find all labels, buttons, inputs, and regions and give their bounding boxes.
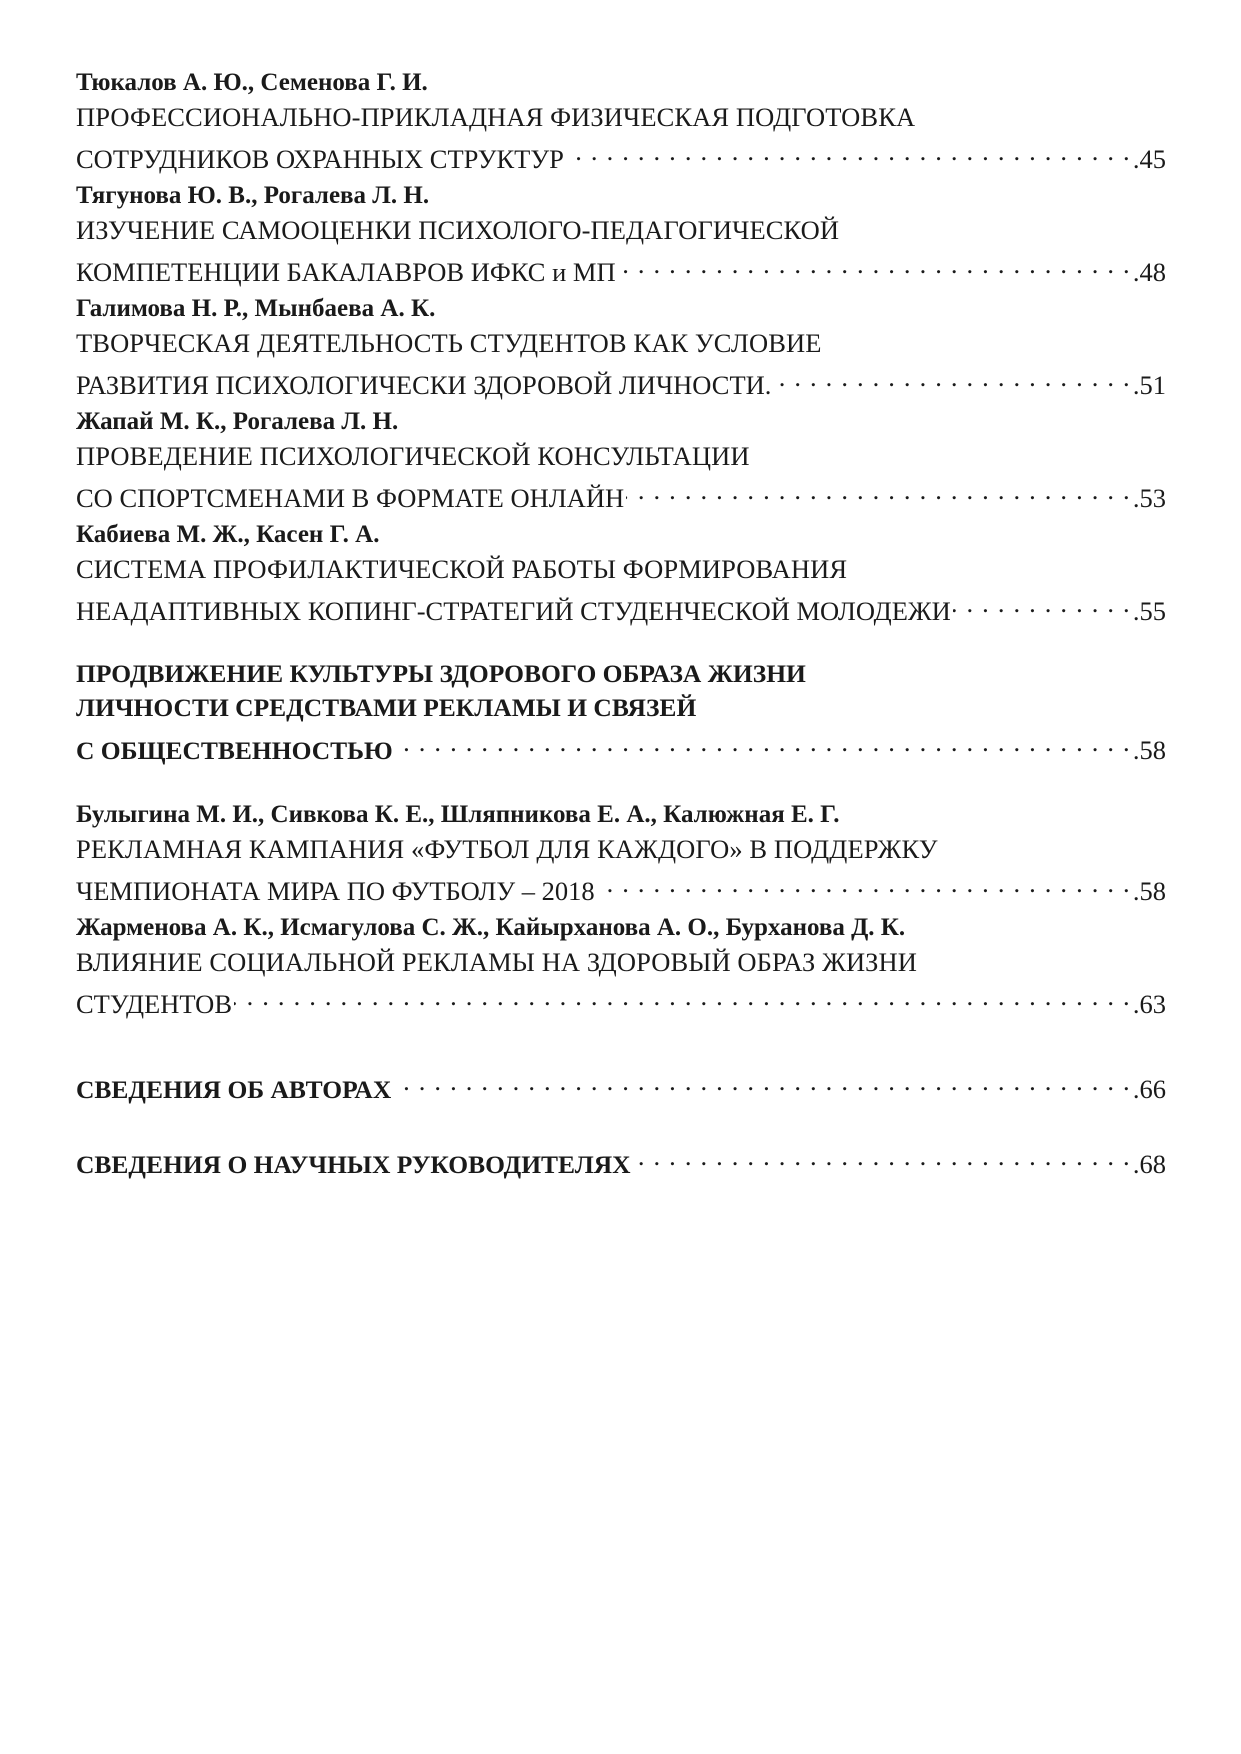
dot-leader bbox=[393, 1064, 1131, 1098]
toc-entry[interactable] bbox=[76, 179, 1166, 287]
toc-entry[interactable] bbox=[76, 911, 1166, 1019]
page-number: .55 bbox=[1132, 596, 1166, 626]
entry-title-line: ВЛИЯНИЕ СОЦИАЛЬНОЙ РЕКЛАМЫ НА ЗДОРОВЫЙ ОБРАЗ ЖИЗНИ bbox=[76, 947, 918, 977]
entry-title-line: НЕАДАПТИВНЫХ КОПИНГ-СТРАТЕГИЙ СТУДЕНЧЕСКОЙ МОЛОДЕЖИ bbox=[76, 596, 951, 626]
entry-title-line: СИСТЕМА ПРОФИЛАКТИЧЕСКОЙ РАБОТЫ ФОРМИРОВАНИЯ bbox=[76, 554, 848, 584]
page-number: .48 bbox=[1132, 257, 1166, 287]
toc-entry[interactable] bbox=[76, 292, 1166, 400]
page-number: .66 bbox=[1132, 1074, 1166, 1104]
spacer bbox=[76, 770, 1166, 798]
spacer bbox=[76, 1024, 1166, 1064]
toc-entry[interactable] bbox=[76, 66, 1166, 174]
info-authors-label: СВЕДЕНИЯ ОБ АВТОРАХ bbox=[76, 1075, 392, 1104]
dot-leader bbox=[633, 1139, 1131, 1173]
dot-leader bbox=[566, 134, 1131, 168]
dot-leader bbox=[618, 247, 1131, 281]
entry-last-line bbox=[76, 247, 1166, 287]
entry-title-line: ТВОРЧЕСКАЯ ДЕЯТЕЛЬНОСТЬ СТУДЕНТОВ КАК УСЛОВИЕ bbox=[76, 328, 822, 358]
entry-authors: Тюкалов А. Ю., Семенова Г. И. bbox=[76, 69, 428, 96]
toc-entry[interactable] bbox=[76, 798, 1166, 906]
entry-last-line bbox=[76, 979, 1166, 1019]
entry-last-line bbox=[76, 586, 1166, 626]
entry-authors: Жапай М. К., Рогалева Л. Н. bbox=[76, 408, 399, 435]
section-title-line: ЛИЧНОСТИ СРЕДСТВАМИ РЕКЛАМЫ И СВЯЗЕЙ bbox=[76, 693, 697, 722]
entry-authors: Жарменова А. К., Исмагулова С. Ж., Кайырханова А. О., Бурханова Д. К. bbox=[76, 914, 906, 941]
toc-info-supervisors[interactable] bbox=[76, 1139, 1166, 1179]
section-last-line bbox=[76, 725, 1166, 765]
entry-title-line: ПРОФЕССИОНАЛЬНО-ПРИКЛАДНАЯ ФИЗИЧЕСКАЯ ПОДГОТОВКА bbox=[76, 102, 916, 132]
entry-authors: Галимова Н. Р., Мынбаева А. К. bbox=[76, 295, 436, 322]
entry-authors: Кабиева М. Ж., Касен Г. А. bbox=[76, 521, 380, 548]
page-number: .51 bbox=[1132, 370, 1166, 400]
entry-title-line: СОТРУДНИКОВ ОХРАННЫХ СТРУКТУР bbox=[76, 144, 564, 174]
table-of-contents bbox=[76, 66, 1166, 1179]
toc-info-authors[interactable] bbox=[76, 1064, 1166, 1104]
entry-title-line: ИЗУЧЕНИЕ САМООЦЕНКИ ПСИХОЛОГО-ПЕДАГОГИЧЕСКОЙ bbox=[76, 215, 840, 245]
entry-authors: Тягунова Ю. В., Рогалева Л. Н. bbox=[76, 182, 430, 209]
page-number: .58 bbox=[1132, 876, 1166, 906]
entry-title-line: ЧЕМПИОНАТА МИРА ПО ФУТБОЛУ – 2018 bbox=[76, 876, 595, 906]
page-number: .45 bbox=[1132, 144, 1166, 174]
entry-title-line: ПРОВЕДЕНИЕ ПСИХОЛОГИЧЕСКОЙ КОНСУЛЬТАЦИИ bbox=[76, 441, 750, 471]
dot-leader bbox=[234, 979, 1131, 1013]
entry-last-line bbox=[76, 866, 1166, 906]
entry-title-line: СТУДЕНТОВ bbox=[76, 989, 232, 1019]
page-number: .53 bbox=[1132, 483, 1166, 513]
entry-authors: Булыгина М. И., Сивкова К. Е., Шляпникова Е. А., Калюжная Е. Г. bbox=[76, 801, 840, 828]
dot-leader bbox=[626, 473, 1131, 507]
dot-leader bbox=[773, 360, 1130, 394]
entry-title-line: РЕКЛАМНАЯ КАМПАНИЯ «ФУТБОЛ ДЛЯ КАЖДОГО» В ПОДДЕРЖКУ bbox=[76, 834, 938, 864]
dot-leader bbox=[597, 866, 1131, 900]
toc-section-heading[interactable] bbox=[76, 657, 1166, 765]
toc-entry[interactable] bbox=[76, 518, 1166, 626]
entry-title-line: КОМПЕТЕНЦИИ БАКАЛАВРОВ ИФКС и МП bbox=[76, 257, 616, 287]
entry-last-line bbox=[76, 134, 1166, 174]
toc-entry[interactable] bbox=[76, 405, 1166, 513]
page-number: .63 bbox=[1132, 989, 1166, 1019]
dot-leader bbox=[395, 725, 1131, 759]
info-supervisors-label: СВЕДЕНИЯ О НАУЧНЫХ РУКОВОДИТЕЛЯХ bbox=[76, 1150, 631, 1179]
entry-last-line bbox=[76, 360, 1166, 400]
entry-title-line: СО СПОРТСМЕНАМИ В ФОРМАТЕ ОНЛАЙН bbox=[76, 483, 625, 513]
section-title-line: С ОБЩЕСТВЕННОСТЬЮ bbox=[76, 736, 393, 765]
entry-title-line: РАЗВИТИЯ ПСИХОЛОГИЧЕСКИ ЗДОРОВОЙ ЛИЧНОСТИ. bbox=[76, 370, 772, 400]
page-number: .68 bbox=[1132, 1149, 1166, 1179]
entry-last-line bbox=[76, 473, 1166, 513]
dot-leader bbox=[953, 586, 1131, 620]
spacer bbox=[76, 631, 1166, 657]
page-number: .58 bbox=[1132, 735, 1166, 765]
section-title-line: ПРОДВИЖЕНИЕ КУЛЬТУРЫ ЗДОРОВОГО ОБРАЗА ЖИЗНИ bbox=[76, 659, 806, 688]
